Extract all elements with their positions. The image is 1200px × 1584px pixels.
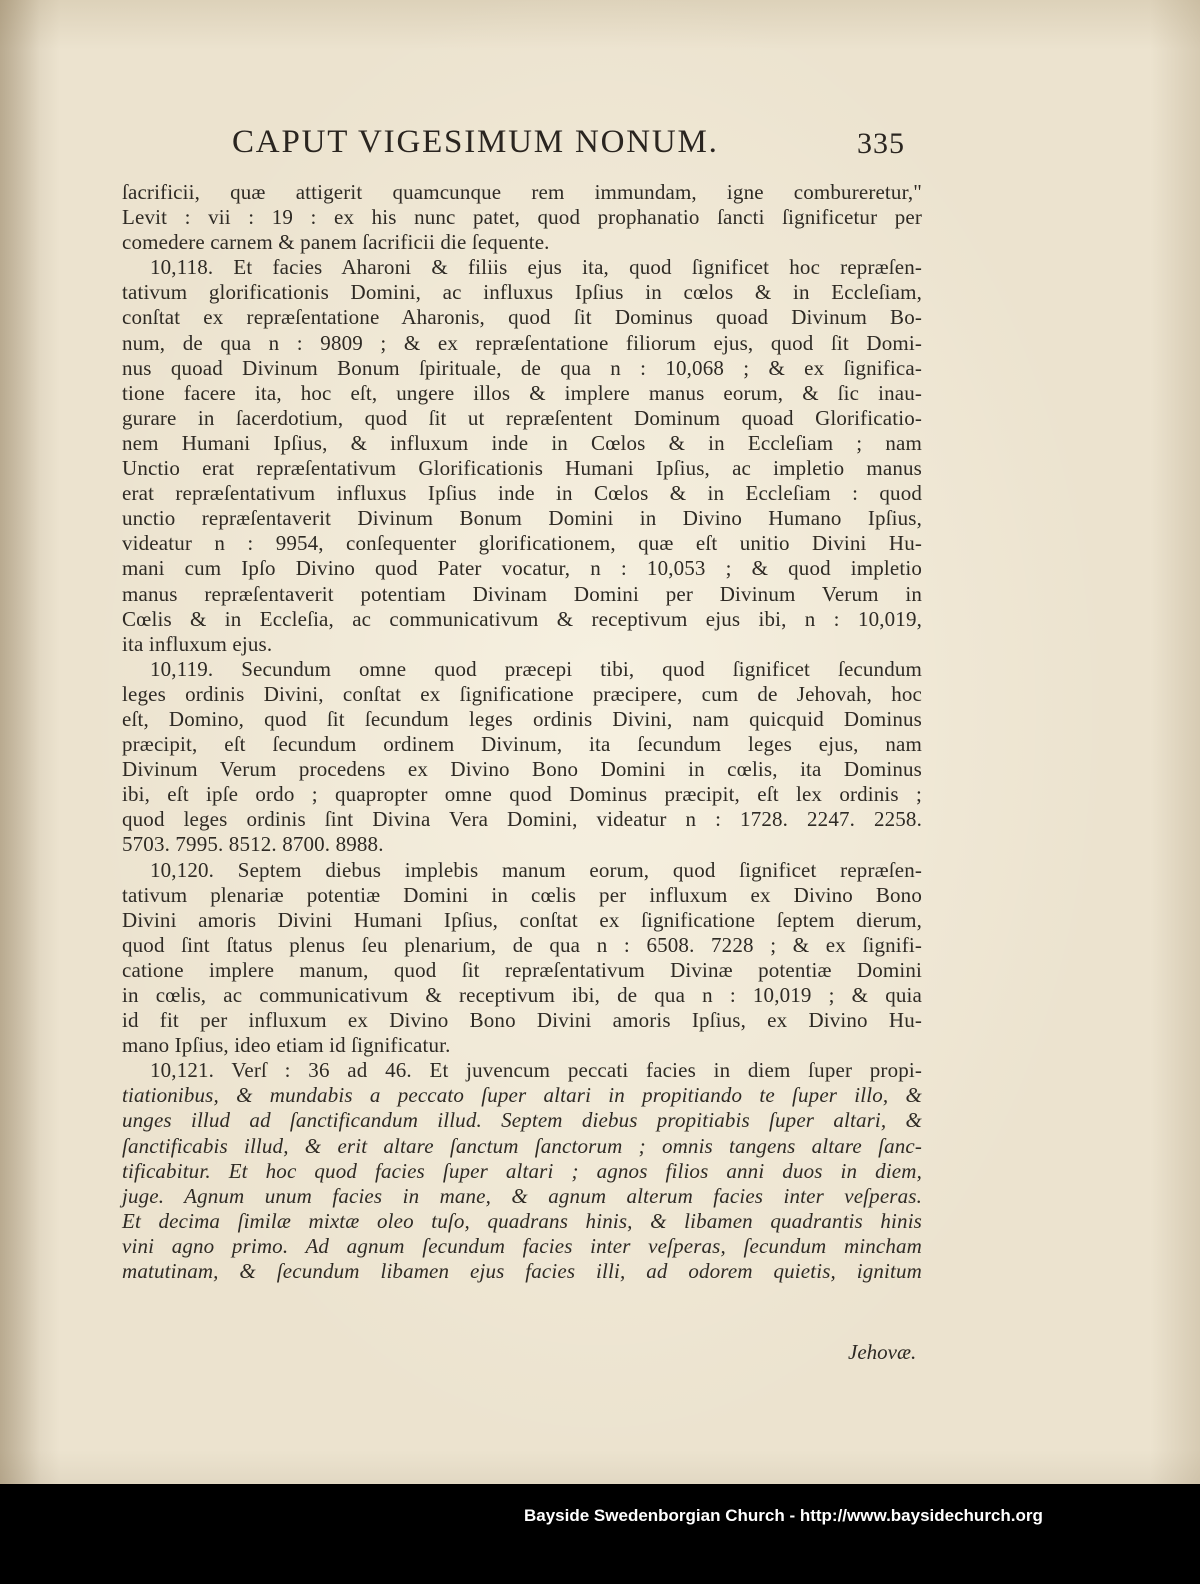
- text-line: mani cum Ipſo Divino quod Pater vocatur, n : 10,053 ; & quod impletio: [122, 556, 922, 581]
- scripture-line: matutinam, & ſecundum libamen ejus facies illi, ad odorem quietis, ignitum: [122, 1259, 922, 1284]
- text-line: erat repræſentativum influxus Ipſius inde in Cœlos & in Eccleſiam : quod: [122, 481, 922, 506]
- scripture-line: tificabitur. Et hoc quod facies ſuper altari ; agnos filios anni duos in diem,: [122, 1158, 922, 1183]
- page-number: 335: [857, 127, 905, 160]
- paragraph-start-10121: 10,121. Verſ : 36 ad 46. Et juvencum peccati facies in diem ſuper propi-: [150, 1058, 922, 1083]
- paragraph-start-10120: 10,120. Septem diebus implebis manum eorum, quod ſignificet repræſen-: [150, 857, 922, 882]
- text-line: ibi, eſt ipſe ordo ; quapropter omne quod Dominus præcipit, eſt lex ordinis ;: [122, 782, 922, 807]
- scripture-line: Et decima ſimilæ mixtæ oleo tuſo, quadrans hinis, & libamen quadrantis hinis: [122, 1208, 922, 1233]
- text-line: num, de qua n : 9809 ; & ex repræſentatione filiorum ejus, quod ſit Domi-: [122, 330, 922, 355]
- catchword: Jehovæ.: [848, 1340, 917, 1364]
- text-line: tativum plenariæ potentiæ Domini in cœlis per influxum ex Divino Bono: [122, 882, 922, 907]
- text-line: catione implere manum, quod ſit repræſentativum Divinæ potentiæ Domini: [122, 957, 922, 982]
- text-line: mano Ipſius, ideo etiam id ſignificatur.: [122, 1033, 451, 1058]
- text-line: ſacrificii, quæ attigerit quamcunque rem immundam, igne combureretur,": [122, 180, 922, 204]
- text-line: quod leges ordinis ſint Divina Vera Domini, videatur n : 1728. 2247. 2258.: [122, 807, 922, 832]
- text-line: tativum glorificationis Domini, ac influxus Ipſius in cœlos & in Eccleſiam,: [122, 280, 922, 305]
- text-line: manus repræſentaverit potentiam Divinam Domini per Divinum Verum in: [122, 581, 922, 606]
- text-line: eſt, Domino, quod ſit ſecundum leges ordinis Divini, nam quicquid Dominus: [122, 706, 922, 731]
- text-line: præcipit, eſt ſecundum ordinem Divinum, ita ſecundum leges ejus, nam: [122, 732, 922, 757]
- text-line: 5703. 7995. 8512. 8700. 8988.: [122, 832, 384, 857]
- paragraph-start-10118: 10,118. Et facies Aharoni & filiis ejus ita, quod ſignificet hoc repræſen-: [150, 255, 922, 280]
- text-line: tione facere ita, hoc eſt, ungere illos & implere manus eorum, & ſic inau-: [122, 380, 922, 405]
- paragraph-start-10119: 10,119. Secundum omne quod præcepi tibi, quod ſignificet ſecundum: [150, 656, 922, 681]
- body-text: [122, 180, 922, 1284]
- scripture-line: tiationibus, & mundabis a peccato ſuper altari in propitiando te ſuper illo, &: [122, 1083, 922, 1108]
- scripture-line: unges illud ad ſanctificandum illud. Septem diebus propitiabis ſuper altari, &: [122, 1108, 922, 1133]
- text-line: Unctio erat repræſentativum Glorificationis Humani Ipſius, ac impletio manus: [122, 456, 922, 481]
- text-line: Cœlis & in Eccleſia, ac communicativum & receptivum ejus ibi, n : 10,019,: [122, 606, 922, 631]
- running-title: CAPUT VIGESIMUM NONUM.: [232, 124, 719, 160]
- text-line: in cœlis, ac communicativum & receptivum ibi, de qua n : 10,019 ; & quia: [122, 983, 922, 1007]
- text-line: ita influxum ejus.: [122, 631, 273, 656]
- text-line: Divini amoris Divini Humani Ipſius, conſtat ex ſignificatione ſeptem dierum,: [122, 907, 922, 932]
- text-line: videatur n : 9954, conſequenter glorificationem, quæ eſt unitio Divini Hu-: [122, 531, 922, 556]
- scripture-line: vini agno primo. Ad agnum ſecundum facies inter veſperas, ſecundum mincham: [122, 1233, 922, 1258]
- gutter-shadow: [0, 0, 60, 1484]
- text-line: quod ſint ſtatus plenus ſeu plenarium, de qua n : 6508. 7228 ; & ex ſignifi-: [122, 932, 922, 957]
- text-line: nem Humani Ipſius, & influxum inde in Cœlos & in Eccleſiam ; nam: [122, 430, 922, 455]
- footer-credit-link[interactable]: Bayside Swedenborgian Church - http://www.baysidechurch.org: [524, 1506, 1043, 1525]
- text-line: comedere carnem & panem ſacrificii die ſequente.: [122, 230, 550, 255]
- text-line: Levit : vii : 19 : ex his nunc patet, quod prophanatio ſancti ſignificetur per: [122, 205, 922, 230]
- scripture-line: ſanctificabis illud, & erit altare ſanctum ſanctorum ; omnis tangens altare ſanc-: [122, 1133, 922, 1158]
- text-line: Divinum Verum procedens ex Divino Bono Domini in cœlis, ita Dominus: [122, 757, 922, 782]
- text-line: leges ordinis Divini, conſtat ex ſignificatione præcipere, cum de Jehovah, hoc: [122, 681, 922, 706]
- scripture-line: juge. Agnum unum facies in mane, & agnum alterum facies inter veſperas.: [122, 1183, 922, 1208]
- text-line: nus quoad Divinum Bonum ſpirituale, de qua n : 10,068 ; & ex ſignifica-: [122, 355, 922, 380]
- text-line: unctio repræſentaverit Divinum Bonum Domini in Divino Humano Ipſius,: [122, 506, 922, 531]
- footer-banner: [0, 1484, 1200, 1584]
- text-line: gurare in ſacerdotium, quod ſit ut repræſentent Dominum quoad Glorificatio-: [122, 405, 922, 430]
- text-line: id fit per influxum ex Divino Bono Divini amoris Ipſius, ex Divino Hu-: [122, 1008, 922, 1033]
- running-head: [232, 124, 932, 168]
- text-line: conſtat ex repræſentatione Aharonis, quod ſit Dominus quoad Divinum Bo-: [122, 305, 922, 330]
